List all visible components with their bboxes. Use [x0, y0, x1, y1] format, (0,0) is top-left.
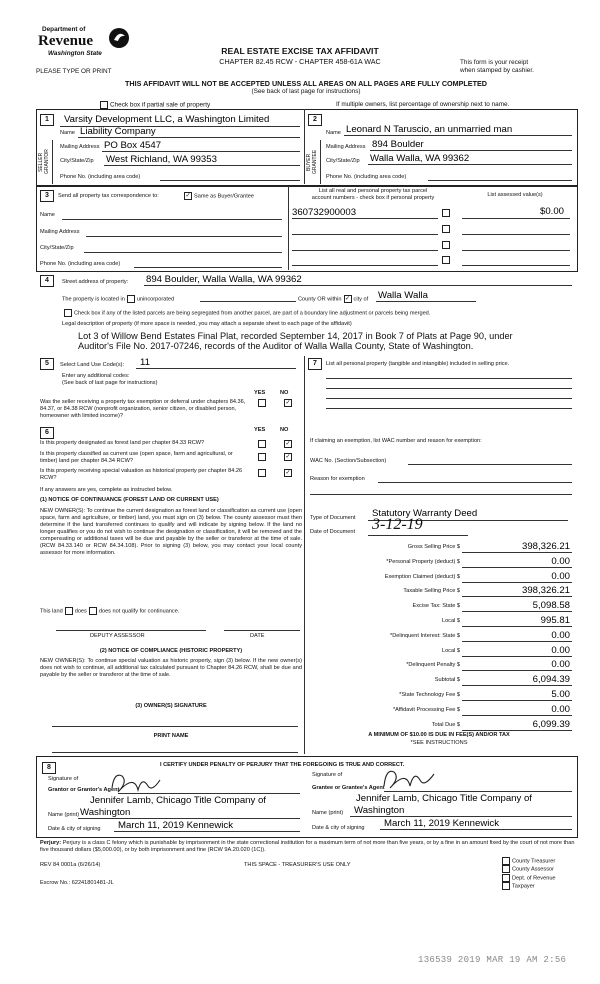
- see-back-note: (See back of last page for instructions): [251, 88, 361, 95]
- logo-dept: Department of: [42, 26, 86, 33]
- street-label: Street address of property:: [62, 279, 129, 285]
- property-city[interactable]: Walla Walla: [378, 290, 428, 301]
- escrow-row: Escrow No.: 62241801481-JL: [40, 880, 114, 886]
- land-qualify-row: This land does does not qualify for continuance.: [40, 608, 180, 615]
- s6-yes-header: YES: [254, 427, 266, 433]
- additional-codes-note: (See back of last page for instructions): [62, 380, 158, 386]
- revenue-swirl-icon: [106, 26, 132, 50]
- tax-row-value[interactable]: 0.00: [551, 703, 570, 715]
- assessed-heading: List assessed value(s): [487, 192, 543, 198]
- buyer-phone-label: Phone No. (including area code): [326, 174, 407, 180]
- s3-phone-label: Phone No. (including area code): [40, 261, 121, 267]
- buyer-side-label: BUYER GRANTEE: [306, 149, 318, 175]
- doc-date-label: Date of Document: [310, 529, 356, 535]
- tax-row-value[interactable]: 0.00: [551, 555, 570, 567]
- buyer-address[interactable]: 894 Boulder: [372, 139, 424, 150]
- copy-county-treasurer[interactable]: County Treasurer: [500, 857, 556, 865]
- exemption-question: Was the seller receiving a property tax exemption or deferral under chapters 84.36, 84.37, or 84.38 RCW (nonprofit organization, senior citizen, or disabled person, homeowner with limited income)?: [40, 399, 246, 419]
- city-of-checkbox[interactable]: ✓: [345, 296, 351, 302]
- tax-row-value[interactable]: 995.81: [540, 615, 570, 626]
- seller-name-line-2[interactable]: Liability Company: [80, 126, 156, 137]
- tax-row-label: Gross Selling Price $: [407, 544, 460, 550]
- parcel-heading-2: account numbers - check box if personal property: [311, 195, 435, 201]
- seller-side-label: SELLER GRANTOR: [38, 149, 50, 175]
- exemption-no-checkbox[interactable]: ✓: [285, 400, 291, 406]
- parcel-2-personal-checkbox[interactable]: [442, 225, 450, 233]
- s3-address-label: Mailing Address: [40, 229, 80, 235]
- seller-city-label: City/State/Zip: [60, 158, 94, 164]
- grantor-signature-of: Signature of: [48, 776, 79, 782]
- land-does-checkbox[interactable]: [65, 607, 73, 615]
- section-8-number: 8: [42, 762, 56, 774]
- forest-land-question: Is this property designated as forest land per chapter 84.33 RCW?: [40, 440, 205, 446]
- treasurer-space-label: THIS SPACE - TREASURER'S USE ONLY: [244, 862, 351, 868]
- tax-row-label: *Personal Property (deduct) $: [386, 558, 460, 565]
- land-use-code[interactable]: 11: [140, 357, 150, 368]
- property-street[interactable]: 894 Boulder, Walla Walla, WA 99362: [146, 274, 302, 285]
- grantor-print-label: Name (print): [48, 812, 80, 818]
- within-city-row: County OR within ✓ city of: [298, 296, 369, 303]
- current-use-no-checkbox[interactable]: ✓: [285, 454, 291, 460]
- tax-row-value[interactable]: 0.00: [551, 570, 570, 582]
- doc-type[interactable]: Statutory Warranty Deed: [372, 508, 478, 519]
- multi-owner-note: If multiple owners, list percentage of ownership next to name.: [336, 101, 510, 108]
- grantee-agent-label: Grantee or Grantee's Agent: [312, 785, 385, 791]
- land-does-not-checkbox[interactable]: [89, 607, 97, 615]
- grantee-print-label: Name (print): [312, 810, 344, 816]
- tax-row-value[interactable]: 0.00: [551, 659, 570, 671]
- s3-city-label: City/State/Zip: [40, 245, 74, 251]
- grantor-agent-label: Grantor or Grantor's Agent: [48, 787, 120, 793]
- current-use-yes-checkbox[interactable]: [258, 453, 266, 461]
- grantor-agent-name[interactable]: Jennifer Lamb, Chicago Title Company of: [90, 795, 266, 806]
- additional-codes-label: Enter any additional codes:: [62, 373, 130, 379]
- historic-no-checkbox[interactable]: ✓: [285, 470, 291, 476]
- tax-row-label: Subtotal $: [434, 677, 460, 684]
- tax-row-value[interactable]: 0.00: [551, 644, 570, 656]
- buyer-name-label: Name: [326, 130, 341, 136]
- receipt-note-2: when stamped by cashier.: [460, 67, 534, 74]
- parcel-number[interactable]: 360732900003: [292, 207, 357, 218]
- legal-description-line-1[interactable]: Lot 3 of Willow Bend Estates Final Plat, recorded September 14, 2017 in Book 7 of Plats at Page 90, under: [78, 331, 513, 341]
- notice-2-title: (2) NOTICE OF COMPLIANCE (HISTORIC PROPERTY): [99, 648, 243, 654]
- seller-address-label: Mailing Address: [60, 144, 100, 150]
- copy-distribution: [500, 857, 556, 891]
- grantee-date-label: Date & city of signing: [312, 825, 365, 831]
- parcel-4-personal-checkbox[interactable]: [442, 256, 450, 264]
- s5-yes-header: YES: [254, 390, 266, 396]
- exemption-claim-label: If claiming an exemption, list WAC number and reason for exemption:: [310, 438, 482, 444]
- doc-type-label: Type of Document: [310, 515, 356, 521]
- send-correspondence-label: Send all property tax correspondence to:: [58, 193, 159, 199]
- grantor-date-city[interactable]: March 11, 2019 Kennewick: [118, 820, 234, 831]
- notice-2-body: NEW OWNER(S): To continue special valuation as historic property, sign (3) below. If the new owner(s) does not wish to continue, all additional tax calculated pursuant to Chapter 84.26 RCW, shall be due and payable by the seller or transferor at the time of sale.: [40, 658, 302, 678]
- see-instructions-note: *SEE INSTRUCTIONS: [410, 740, 468, 746]
- tax-row-value[interactable]: 6,099.39: [532, 718, 570, 730]
- section-6-number: 6: [40, 427, 54, 439]
- receipt-note-1: This form is your receipt: [460, 59, 529, 66]
- section-7-number: 7: [308, 358, 322, 370]
- buyer-city-label: City/State/Zip: [326, 158, 360, 164]
- s3-name-label: Name: [40, 212, 55, 218]
- copy-county-assessor[interactable]: County Assessor: [500, 865, 556, 873]
- revenue-logo: [36, 16, 136, 68]
- page-title: REAL ESTATE EXCISE TAX AFFIDAVIT: [221, 46, 379, 56]
- perjury-notice: Perjury: Perjury is a class C felony which is punishable by imprisonment in the state correctional institution for a maximum term of not more than five years, or by a fine in an amount fixed by the court of not more than five thousand dollars ($5,000.00), or by both imprisonment and fine (RCW 9A.20.020 (1C)).: [40, 840, 575, 853]
- grantor-date-label: Date & city of signing: [48, 826, 101, 832]
- section-2-number: 2: [308, 114, 322, 126]
- tax-row-label: Taxable Selling Price $: [403, 588, 460, 595]
- historic-yes-checkbox[interactable]: [258, 469, 266, 477]
- buyer-address-label: Mailing Address: [326, 144, 366, 150]
- cashier-stamp: 136539 2019 MAR 19 AM 2:56: [418, 955, 567, 965]
- parcel-3-personal-checkbox[interactable]: [442, 241, 450, 249]
- grantor-signature[interactable]: [104, 768, 168, 798]
- seller-name-line-1[interactable]: Varsity Development LLC, a Washington Limited: [64, 114, 270, 125]
- tax-row-label: *Delinquent Interest: State $: [390, 632, 460, 639]
- tax-row-value[interactable]: 398,326.21: [521, 585, 570, 597]
- tax-row-label: *State Technology Fee $: [399, 692, 460, 698]
- doc-date[interactable]: 3-12-19: [372, 516, 423, 533]
- deputy-date-label: DATE: [250, 633, 265, 639]
- tax-row-label: Local $: [441, 647, 460, 654]
- grantee-name-print[interactable]: Washington: [354, 805, 405, 816]
- historic-question: Is this property receiving special valuation as historical property per chapter 84.26 RCW?: [40, 468, 243, 481]
- partial-sale-checkbox[interactable]: Check box if partial sale of property: [98, 101, 210, 110]
- parcel-heading-1: List all real and personal property tax parcel: [318, 188, 428, 194]
- copy-taxpayer[interactable]: Taxpayer: [500, 882, 556, 890]
- forest-no-checkbox[interactable]: ✓: [285, 441, 291, 447]
- notice-1-title: (1) NOTICE OF CONTINUANCE (FOREST LAND OR CURRENT USE): [40, 497, 219, 503]
- wac-label: WAC No. (Section/Subsection): [310, 458, 387, 464]
- section-5-number: 5: [40, 358, 54, 370]
- deputy-assessor-label: DEPUTY ASSESSOR: [90, 633, 145, 639]
- logo-name: Revenue: [38, 33, 93, 49]
- tax-row-label: Local $: [441, 618, 460, 624]
- tax-row-label: *Affidavit Processing Fee $: [392, 706, 460, 713]
- personal-property-label: List all personal property (tangible and intangible) included in selling price.: [326, 361, 510, 367]
- certify-statement: I CERTIFY UNDER PENALTY OF PERJURY THAT THE FOREGOING IS TRUE AND CORRECT.: [160, 762, 405, 768]
- buyer-city[interactable]: Walla Walla, WA 99362: [370, 153, 470, 164]
- current-use-question: Is this property classified as current use (open space, farm and agricultural, or timber) land per chapter 84.34 RCW?: [40, 451, 233, 464]
- section-3-number: 3: [40, 190, 54, 202]
- page-subtitle: CHAPTER 82.45 RCW - CHAPTER 458-61A WAC: [219, 57, 381, 66]
- if-yes-note: If any answers are yes, complete as instructed below.: [40, 487, 173, 493]
- segregated-checkbox[interactable]: Check box if any of the listed parcels are being segregated from another parcel, are part of a boundary line adjustment or parcels being merged.: [62, 309, 430, 317]
- tax-row-value[interactable]: 398,326.21: [521, 541, 570, 552]
- tax-row-label: Excise Tax: State $: [412, 603, 460, 610]
- grantee-signature-of: Signature of: [312, 772, 343, 778]
- legal-description-line-2[interactable]: Auditor's File No. 2017-07246, records of the Auditor of Walla Walla County, State of Washington.: [78, 341, 474, 351]
- tax-row-value[interactable]: 5.00: [551, 689, 570, 700]
- logo-state: Washington State: [48, 50, 102, 57]
- form-revision: REV 84 0001a (6/26/14): [40, 862, 101, 868]
- seller-name-label: Name: [60, 130, 75, 136]
- property-located-row: The property is located in unincorporated: [62, 296, 175, 303]
- buyer-name[interactable]: Leonard N Taruscio, an unmarried man: [346, 124, 513, 135]
- warning-text: THIS AFFIDAVIT WILL NOT BE ACCEPTED UNLESS ALL AREAS ON ALL PAGES ARE FULLY COMPLETED: [125, 79, 487, 88]
- copy-dept-revenue[interactable]: Dept. of Revenue: [500, 874, 556, 882]
- reason-label: Reason for exemption: [310, 476, 365, 482]
- owner-signature-label: (3) OWNER(S) SIGNATURE: [135, 703, 207, 709]
- tax-row-value[interactable]: 6,094.39: [532, 674, 570, 686]
- tax-row-value[interactable]: 5,098.58: [532, 600, 570, 612]
- tax-row-value[interactable]: 0.00: [551, 629, 570, 641]
- s6-no-header: NO: [280, 427, 289, 433]
- same-as-buyer-checkbox[interactable]: ✓ Same as Buyer/Grantee: [185, 193, 255, 200]
- seller-city[interactable]: West Richland, WA 99353: [106, 154, 217, 165]
- grantee-date-city[interactable]: March 11, 2019 Kennewick: [384, 818, 500, 829]
- parcel-1-personal-checkbox[interactable]: [442, 209, 450, 217]
- grantee-agent-name[interactable]: Jennifer Lamb, Chicago Title Company of: [356, 793, 532, 804]
- seller-address[interactable]: PO Box 4547: [104, 140, 162, 151]
- section-4-number: 4: [40, 275, 54, 287]
- forest-yes-checkbox[interactable]: [258, 440, 266, 448]
- grantee-signature[interactable]: [376, 764, 440, 796]
- tax-row-label: Exemption Claimed (deduct) $: [384, 573, 460, 580]
- land-use-label: Select Land Use Code(s):: [60, 362, 125, 368]
- type-or-print: PLEASE TYPE OR PRINT: [36, 68, 112, 75]
- seller-phone-label: Phone No. (including area code): [60, 174, 141, 180]
- tax-row-label: Total Due $: [431, 721, 460, 728]
- assessed-value[interactable]: $0.00: [539, 206, 564, 217]
- notice-1-body: NEW OWNER(S): To continue the current designation as forest land or classification as current use (open space, farm and agriculture, or timber) land, you must sign on (3) below. The county assessor must then determine if the land transferred continues to qualify and will indicate by signing below. If the land no longer qualifies or you do not wish to continue the designation or classification, it will be removed and the compensating or additional taxes will be due and payable by the seller or transferor at the time of sale. (RCW 84.33.140 or RCW 84.34.108). Prior to signing (3) below, you may contact your local county assessor for more information.: [40, 508, 302, 556]
- unincorporated-checkbox[interactable]: [127, 295, 135, 303]
- grantor-name-print[interactable]: Washington: [80, 807, 131, 818]
- minimum-due-note: A MINIMUM OF $10.00 IS DUE IN FEE(S) AND/OR TAX: [368, 732, 510, 738]
- exemption-yes-checkbox[interactable]: [258, 399, 266, 407]
- s5-no-header: NO: [280, 390, 289, 396]
- legal-description-label: Legal description of property (if more space is needed, you may attach a separate sheet to each page of the affidavit): [62, 321, 352, 327]
- tax-row-label: *Delinquent Penalty $: [406, 662, 460, 669]
- section-1-number: 1: [40, 114, 54, 126]
- print-name-label: PRINT NAME: [153, 733, 189, 739]
